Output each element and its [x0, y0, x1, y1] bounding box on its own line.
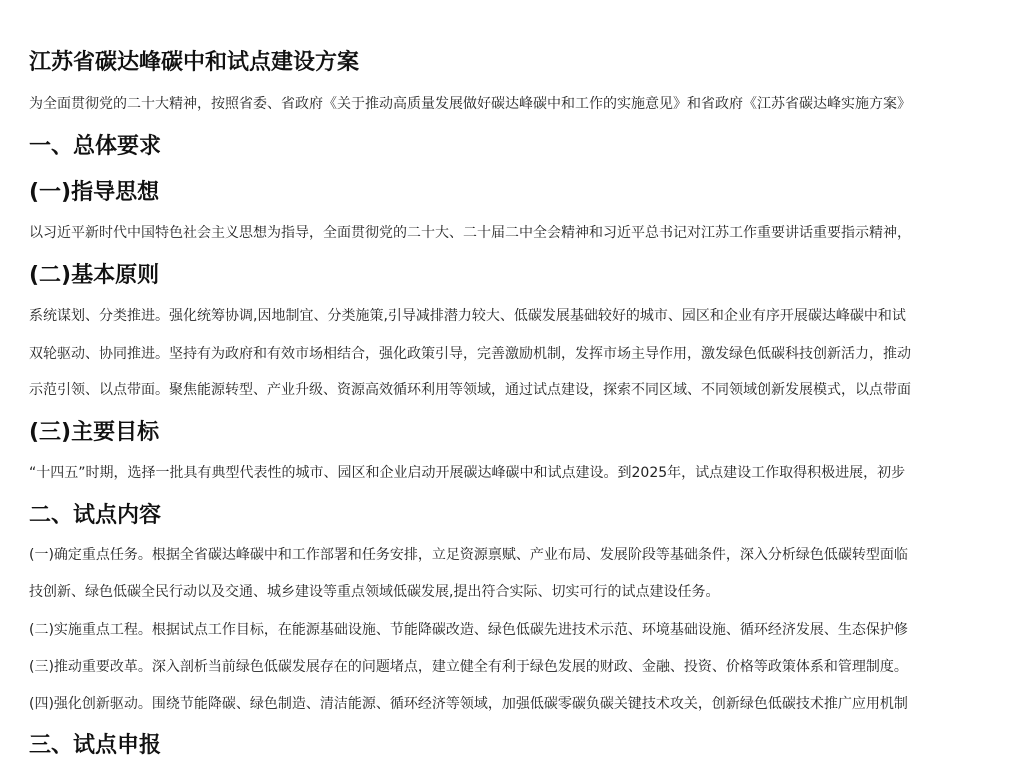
paragraph-item-2: (二)实施重点工程。根据试点工作目标，在能源基础设施、节能降碳改造、绿色低碳先进技术示范、环境基础设施、循环经济发展、生态保护修 — [29, 622, 908, 638]
document-title: 江苏省碳达峰碳中和试点建设方案 — [29, 50, 360, 75]
paragraph-guiding-ideology: 以习近平新时代中国特色社会主义思想为指导，全面贯彻党的二十大、二十届二中全会精神和习近平总书记对江苏工作重要讲话重要指示精神， — [29, 225, 911, 241]
subsection-heading-main-goals: (三)主要目标 — [29, 420, 160, 445]
paragraph-main-goals: “十四五”时期，选择一批具有典型代表性的城市、园区和企业启动开展碳达峰碳中和试点建设。到2025年，试点建设工作取得积极进展，初步 — [29, 465, 906, 481]
section-heading-pilot-application: 三、试点申报 — [29, 733, 162, 758]
paragraph-principle-1: 系统谋划、分类推进。强化统筹协调,因地制宜、分类施策,引导减排潜力较大、低碳发展基础较好的城市、园区和企业有序开展碳达峰碳中和试 — [29, 308, 906, 324]
paragraph-item-1-line-2: 技创新、绿色低碳全民行动以及交通、城乡建设等重点领域低碳发展,提出符合实际、切实可行的试点建设任务。 — [29, 584, 720, 600]
paragraph-item-1-line-1: (一)确定重点任务。根据全省碳达峰碳中和工作部署和任务安排，立足资源禀赋、产业布局、发展阶段等基础条件，深入分析绿色低碳转型面临 — [29, 547, 908, 563]
paragraph-principle-2: 双轮驱动、协同推进。坚持有为政府和有效市场相结合，强化政策引导，完善激励机制，发挥市场主导作用，激发绿色低碳科技创新活力，推动 — [29, 346, 911, 362]
section-heading-general-requirements: 一、总体要求 — [29, 134, 162, 159]
intro-paragraph: 为全面贯彻党的二十大精神，按照省委、省政府《关于推动高质量发展做好碳达峰碳中和工作的实施意见》和省政府《江苏省碳达峰实施方案》 — [29, 96, 911, 112]
subsection-heading-guiding-ideology: (一)指导思想 — [29, 180, 160, 205]
paragraph-item-3: (三)推动重要改革。深入剖析当前绿色低碳发展存在的问题堵点，建立健全有利于绿色发展的财政、金融、投资、价格等政策体系和管理制度。 — [29, 659, 908, 675]
paragraph-principle-3: 示范引领、以点带面。聚焦能源转型、产业升级、资源高效循环利用等领域，通过试点建设，探索不同区域、不同领域创新发展模式，以点带面 — [29, 382, 911, 398]
subsection-heading-basic-principles: (二)基本原则 — [29, 263, 160, 288]
section-heading-pilot-content: 二、试点内容 — [29, 503, 162, 528]
paragraph-item-4: (四)强化创新驱动。围绕节能降碳、绿色制造、清洁能源、循环经济等领域，加强低碳零碳负碳关键技术攻关，创新绿色低碳技术推广应用机制 — [29, 696, 908, 712]
